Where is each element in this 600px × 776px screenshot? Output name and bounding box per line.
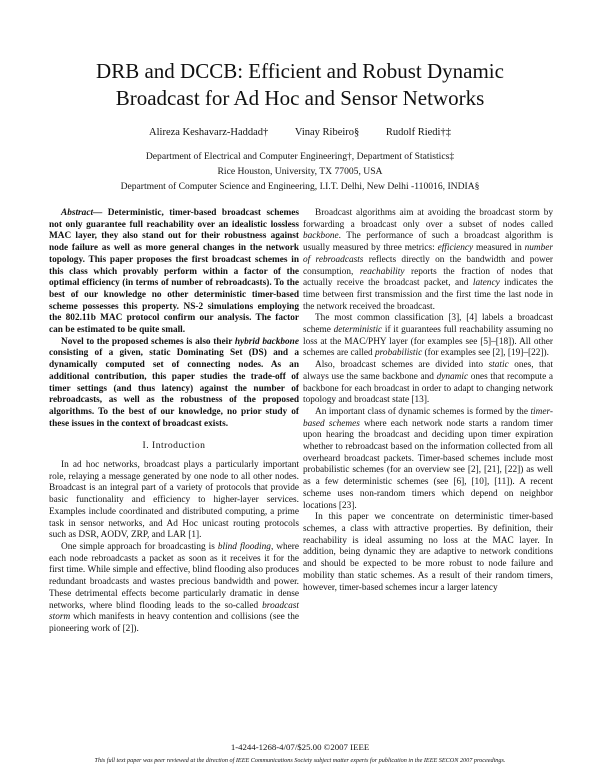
right-paragraph-2 [303, 313, 553, 360]
right-paragraph-3 [303, 360, 553, 407]
r2-text-b: if it guarantees full reachability assuming no loss at the MAC/PHY layer (for examples see [5]–[18]). All other schemes are called [303, 325, 554, 359]
right-paragraph-1 [303, 208, 553, 313]
term-reachability: reachability [359, 266, 405, 277]
term-timer-based-schemes: timer-based schemes [303, 406, 553, 429]
abstract-hybrid-backbone: hybrid backbone [234, 336, 299, 347]
right-column [303, 208, 553, 594]
intro-text-2a: One simple approach for broadcasting is [61, 541, 218, 552]
abstract-text-2a: Novel to the proposed schemes is also their [61, 336, 235, 347]
title-line-2: Broadcast for Ad Hoc and Sensor Networks [115, 86, 485, 110]
author-2: Vinay Ribeiro§ [294, 127, 360, 138]
term-backbone: backbone [303, 231, 339, 242]
term-efficiency: efficiency [437, 243, 474, 254]
abstract-paragraph-1 [49, 208, 299, 337]
r4-text-b: where each network node starts a random timer upon hearing the broadcast and deciding upon timer expiration whether to rebroadcast based on the information collected from all overheard broadcast packets. Timer-based schemes include most probabilistic schemes (for an overview see [2], [21], [22]) as well as a few deterministic schemes (see [6], [10], [11]). A recent scheme uses non-random timers which depend on neighbor locations [23]. [303, 418, 553, 511]
intro-paragraph-2 [49, 542, 299, 636]
affiliation-line-2: Rice Houston, University, TX 77005, USA [217, 166, 383, 177]
r1-text-d: reflects directly on the bandwidth and power consumption, [303, 254, 553, 277]
footer-isbn: 1-4244-1268-4/07/$25.00 ©2007 IEEE [230, 742, 370, 752]
title-line-1: DRB and DCCB: Efficient and Robust Dynamic [96, 59, 504, 83]
intro-paragraph-1: In ad hoc networks, broadcast plays a particularly important role, relaying a message generated by one node to all other nodes. Broadcast is an integral part of a variety of protocols that provide basic functionality and efficiency to higher-layer services. Examples include coordinated and distributed computing, a prime task in sensor networks, and Ad Hoc unicast routing protocols such as DSR, AODV, ZRP, and LAR [1]. [49, 460, 299, 541]
r3-text-b: ones, that always use the same backbone and [303, 360, 553, 382]
author-3: Rudolf Riedi†‡ [385, 127, 451, 138]
intro-text-2b: , where each node rebroadcasts a packet as soon as it receives it for the first time. While simple and effective, blind flooding also produces redundant broadcasts and wastes precious bandwidth and power. These detrimental effects become particularly dramatic in dense networks, where blind flooding leads to the so-called [49, 541, 299, 611]
r1-text-e: reports the fraction of nodes that actually receive the broadcast packet, and [303, 266, 553, 289]
r4-text-a: An important class of dynamic schemes is formed by the [315, 406, 531, 417]
section-heading-introduction: I. Introduction [142, 440, 206, 452]
abstract-paragraph-2 [49, 337, 299, 431]
term-latency: latency [472, 278, 500, 289]
term-dynamic: dynamic [436, 371, 469, 382]
r2-text-a: The most common classification [3], [4] labels a broadcast scheme [303, 313, 553, 336]
term-static: static [488, 360, 509, 371]
term-probabilistic: probabilistic [375, 348, 423, 359]
abstract-label: Abstract— [61, 208, 103, 218]
author-list [0, 127, 600, 138]
blind-flooding-term: blind flooding [217, 541, 271, 552]
paper-title [20, 58, 580, 112]
right-paragraph-5: In this paper we concentrate on deterministic timer-based schemes, a class with attractive properties. By definition, their reachability is ideal assuming no loss at the MAC layer. In addition, being dynamic they are adaptive to network conditions and should be expected to be more robust to node failure and mobility than static schemes. As a result of their random timers, however, timer-based schemes incur a larger latency [303, 512, 553, 593]
affiliation-line-1: Department of Electrical and Computer Engineering†, Department of Statistics‡ [145, 151, 455, 162]
author-1: Alireza Keshavarz-Haddad† [149, 127, 269, 138]
r3-text-c: ones that recompute a backbone for each broadcast in order to adapt to changing network topology and broadcast state [13]. [303, 371, 553, 406]
r1-text-a: Broadcast algorithms aim at avoiding the broadcast storm by forwarding a broadcast only over a subset of nodes called [303, 208, 553, 230]
r1-text-f: indicates the time between first transmission and the first time the last node in the network received the broadcast. [303, 278, 553, 312]
term-number-of-rebroadcasts: number of rebroadcasts [303, 243, 553, 265]
r2-text-c: (for examples see [2], [19]–[22]). [422, 348, 549, 359]
intro-text-2c: which manifests in heavy contention and collisions (see the pioneering work of [2]). [49, 612, 299, 634]
affiliation-line-3: Department of Computer Science and Engineering, I.I.T. Delhi, New Delhi -110016, INDIA§ [120, 181, 480, 192]
term-deterministic: deterministic [333, 325, 383, 336]
r1-text-c: measured in [473, 243, 525, 254]
abstract-text-1: Deterministic, timer-based broadcast schemes not only guarantee full reachability over an idealistic lossless MAC layer, they also stand out for their robustness against node failure as well as more general changes in the network topology. This paper proposes the first broadcast schemes in this class which provably perform within a factor of the optimal efficiency (in terms of number of rebroadcasts). To the best of our knowledge no other deterministic timer-based scheme possesses this property. NS-2 simulations employing the 802.11b MAC protocol confirm our analysis. The factor can be estimated to be quite small. [49, 208, 299, 336]
footer-review-note: This full text paper was peer reviewed at the direction of IEEE Communications Society subject matter experts for publication in the IEEE SECON 2007 proceedings. [94, 757, 506, 764]
broadcast-storm-term: broadcast storm [49, 600, 299, 623]
right-paragraph-4 [303, 407, 553, 512]
r3-text-a: Also, broadcast schemes are divided into [315, 360, 489, 371]
r1-text-b: . The performance of such a broadcast algorithm is usually measured by three metrics: [303, 231, 553, 254]
left-column [49, 208, 299, 636]
abstract-text-2b: consisting of a given, static Dominating Set (DS) and a dynamically computed set of connecting nodes. As an additional contribution, this paper studies the trade-off of timer settings (and thus latency) against the number of rebroadcasts, as well as the robustness of the proposed algorithms. To the best of our knowledge, no prior study of these issues in the context of broadcast exists. [49, 348, 299, 429]
